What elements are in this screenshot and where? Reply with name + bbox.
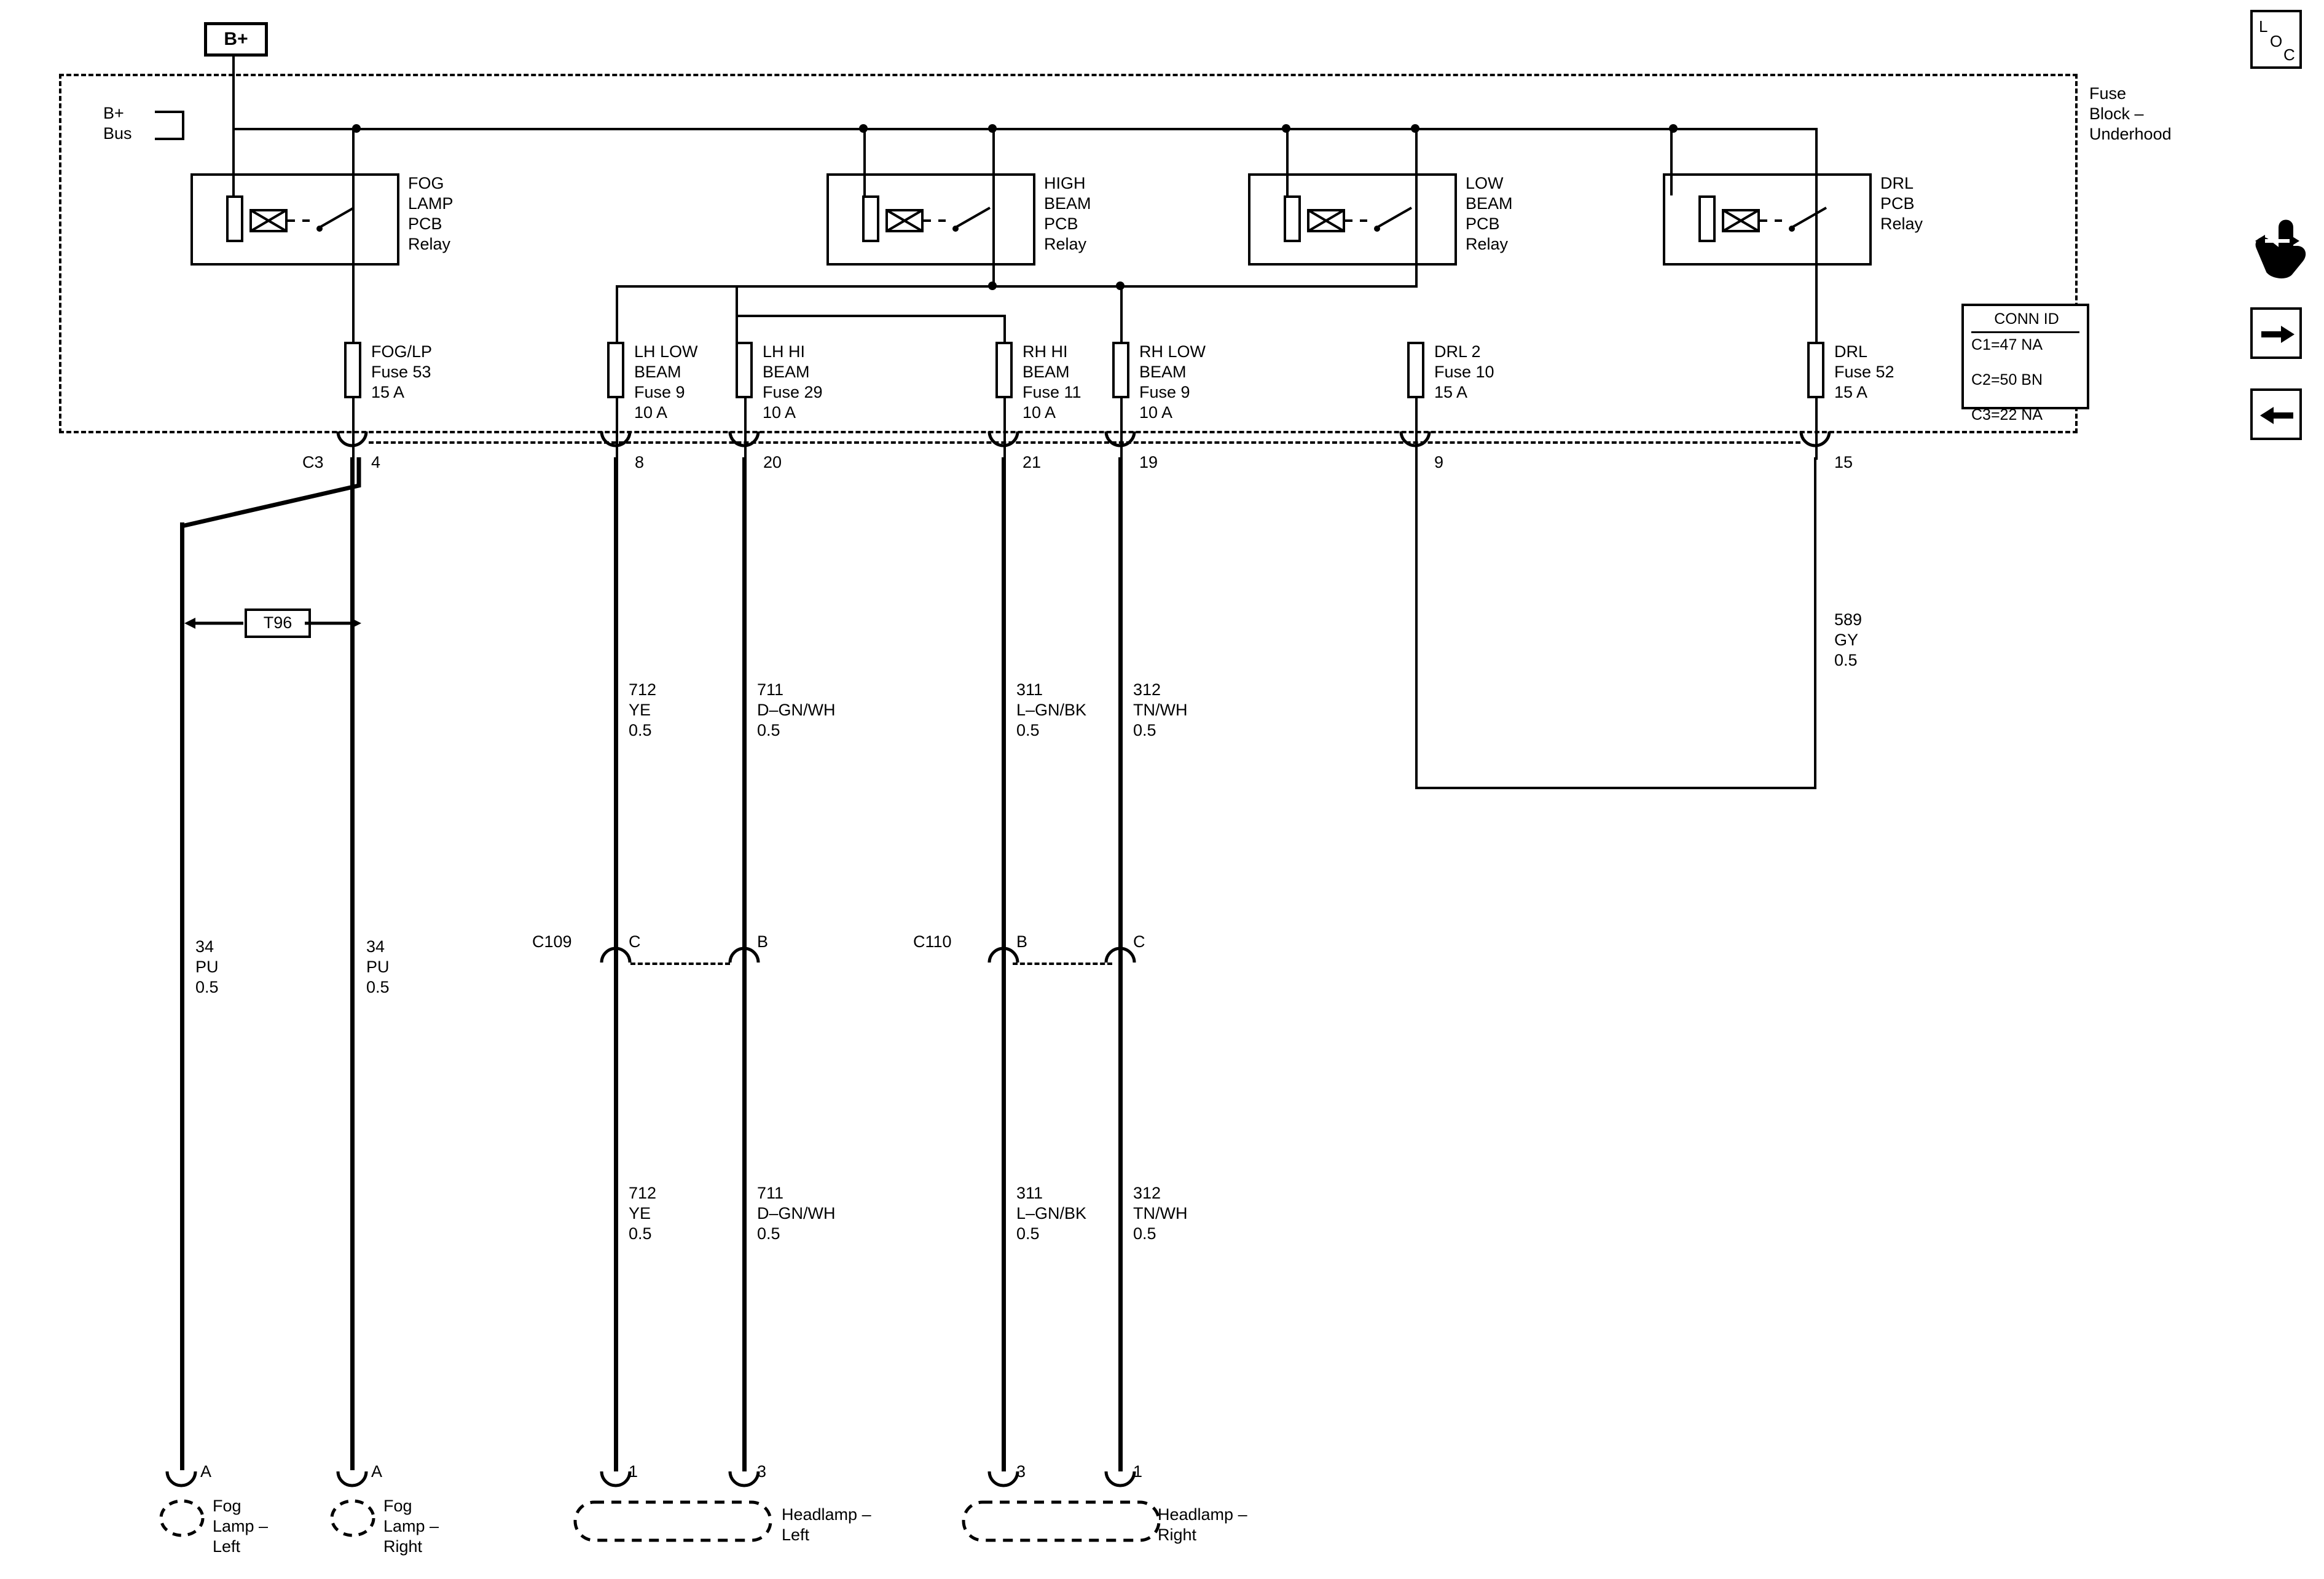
terminal-c3-19 [1105,430,1136,457]
relay-fog-out [352,128,355,349]
relay-low-out [1415,128,1418,288]
drl-tie-bottom [1415,787,1815,789]
terminal-c110-c-pin: C [1133,932,1145,951]
terminal-fog-right [337,1470,367,1497]
battery-positive-label: B+ [224,29,248,49]
wire-312-upper [1118,457,1123,970]
low-beam-rh-drop [1120,285,1123,349]
relay-low-coil-feed [1286,128,1289,195]
terminal-headlamp-right-3-pin: 3 [1016,1462,1026,1481]
wire-311-upper [1002,457,1006,970]
relay-low-coil [1284,195,1301,242]
conn-id-box [1961,304,2089,423]
low-beam-bus-dot [1116,282,1125,290]
fuse-fog-lp [344,342,361,398]
terminal-c3-8 [600,430,631,457]
splice-t96-label: T96 [263,613,292,632]
bplus-bus-line [232,128,1815,130]
wire-712-lower [614,964,618,1471]
fuse-lh-low-beam-label: LH LOW BEAM Fuse 9 10 A [634,342,698,422]
fog-lamp-right-label: Fog Lamp – Right [383,1497,439,1556]
relay-fog-coil [226,195,243,242]
fog-lamp-left-symbol [159,1498,205,1538]
fuse-drl [1807,342,1824,398]
relay-drl-coil [1698,195,1716,242]
previous-page-button[interactable] [2250,388,2302,440]
terminal-c109-b [729,937,760,964]
connector-c3-label: C3 [302,453,324,471]
fog-lamp-right-symbol [329,1498,376,1538]
fuse-rh-hi-beam-label: RH HI BEAM Fuse 11 10 A [1023,342,1082,422]
fuse-rh-low-beam-label: RH LOW BEAM Fuse 9 10 A [1139,342,1206,422]
bus-bracket-bottom [155,138,184,140]
connector-c110-label: C110 [913,932,952,951]
terminal-c3-9 [1400,430,1431,457]
terminal-headlamp-left-1 [600,1470,631,1497]
terminal-fog-right-pin: A [371,1462,383,1481]
connector-c3-dashed-line [369,441,1800,444]
terminal-headlamp-left-3 [729,1470,760,1497]
terminal-c3-15 [1800,430,1831,457]
terminal-pin-15: 15 [1834,453,1853,471]
hand-tool-icon[interactable] [2248,214,2309,282]
relay-high-coil [862,195,879,242]
relay-fog-label: FOG LAMP PCB Relay [408,174,453,253]
terminal-pin-4: 4 [371,453,381,471]
terminal-headlamp-left-3-pin: 3 [757,1462,767,1481]
wire-711-lower-label: 711 D–GN/WH 0.5 [757,1184,836,1243]
relay-high-symbol [887,203,1010,246]
fuse-drl-label: DRL Fuse 52 15 A [1834,342,1894,401]
fuse-drl-2-label: DRL 2 Fuse 10 15 A [1434,342,1494,401]
fuse-lh-low-beam [607,342,624,398]
bplus-bus-label: B+ Bus [103,104,132,143]
terminal-fog-left-pin: A [200,1462,212,1481]
low-beam-lh-drop [616,285,618,349]
drl-wire-down [1814,457,1816,789]
headlamp-right-symbol [960,1498,1163,1546]
svg-text:L: L [2259,17,2268,36]
fog-right-wire [350,457,355,1470]
arrow-right-icon [2253,310,2302,359]
fog-left-wire [180,522,184,1470]
terminal-headlamp-right-3 [988,1470,1019,1497]
conn-id-row: C2=50 BN [1971,371,2043,388]
fuse-lh-hi-beam-label: LH HI BEAM Fuse 29 10 A [763,342,823,422]
wire-711-label: 711 D–GN/WH 0.5 [757,680,836,739]
wire-312-lower [1118,964,1123,1471]
relay-drl-label: DRL PCB Relay [1880,174,1923,233]
terminal-pin-8: 8 [635,453,645,471]
connector-c109-dashed [630,963,730,965]
wire-711-lower [742,964,747,1471]
fog-splice-diagonal [178,455,363,529]
conn-id-row: C3=22 NA [1971,406,2043,423]
wire-712-upper [614,457,618,970]
connector-c110-dashed [1013,963,1112,965]
terminal-pin-20: 20 [763,453,782,471]
wire-311-lower-label: 311 L–GN/BK 0.5 [1016,1184,1087,1243]
headlamp-right-label: Headlamp – Right [1158,1505,1247,1544]
wire-312-lower-label: 312 TN/WH 0.5 [1133,1184,1188,1243]
terminal-c110-b [988,937,1019,964]
conn-id-title: CONN ID [1994,310,2059,328]
next-page-button[interactable] [2250,307,2302,359]
loc-button[interactable] [2250,10,2302,69]
low-beam-bus [616,285,1415,288]
terminal-c3-21 [988,430,1019,457]
connector-c109-label: C109 [532,932,572,951]
relay-drl-coil-feed [1670,128,1673,195]
conn-id-row: C1=47 NA [1971,336,2043,353]
wire-711-upper [742,457,747,970]
fuse-block-label: Fuse Block – Underhood [2089,84,2172,143]
terminal-pin-21: 21 [1023,453,1042,471]
high-beam-bus-2 [736,315,1006,317]
wire-712-label: 712 YE 0.5 [629,680,657,739]
headlamp-left-label: Headlamp – Left [782,1505,871,1544]
terminal-fog-left [166,1470,197,1497]
relay-low-label: LOW BEAM PCB Relay [1466,174,1513,253]
splice-t96-arrows [184,613,363,636]
relay-high-out [992,128,995,288]
wire-34-left-label: 34 PU 0.5 [195,937,219,996]
drl2-wire-down [1415,457,1418,789]
terminal-pin-19: 19 [1139,453,1158,471]
relay-low-symbol [1308,203,1431,246]
bus-bracket-vert [182,111,184,140]
relay-fog-coil-feed [232,128,235,195]
arrow-left-icon [2253,391,2302,440]
fuse-rh-low-beam [1112,342,1129,398]
terminal-c3-20 [729,430,760,457]
svg-text:C: C [2283,45,2295,64]
fuse-rh-hi-beam [995,342,1013,398]
terminal-headlamp-right-1-pin: 1 [1133,1462,1143,1481]
terminal-headlamp-right-1 [1105,1470,1136,1497]
terminal-pin-9: 9 [1434,453,1444,471]
fuse-drl-2 [1407,342,1424,398]
terminal-c109-b-pin: B [757,932,769,951]
battery-positive-box [204,22,268,57]
fuse-lh-hi-beam [736,342,753,398]
wire-311-lower [1002,964,1006,1471]
high-beam-bus-left [736,285,738,349]
headlamp-left-symbol [571,1498,774,1546]
relay-drl-symbol [1723,203,1846,246]
relay-high-coil-feed [863,128,866,195]
terminal-c109-c-pin: C [629,932,641,951]
terminal-c109-c [600,937,631,964]
terminal-c3-4 [337,430,367,457]
relay-drl-out [1815,128,1818,349]
relay-fog-symbol [251,203,374,246]
fuse-fog-lp-label: FOG/LP Fuse 53 15 A [371,342,433,401]
loc-icon [2253,12,2302,69]
terminal-c110-b-pin: B [1016,932,1028,951]
relay-high-label: HIGH BEAM PCB Relay [1044,174,1091,253]
bus-bracket-top [155,111,184,113]
terminal-headlamp-left-1-pin: 1 [629,1462,638,1481]
wire-312-label: 312 TN/WH 0.5 [1133,680,1188,739]
wire-589-label: 589 GY 0.5 [1834,610,1863,669]
svg-text:O: O [2270,32,2283,50]
wire-311-label: 311 L–GN/BK 0.5 [1016,680,1087,739]
terminal-c110-c [1105,937,1136,964]
fog-lamp-left-label: Fog Lamp – Left [213,1497,269,1556]
wire-712-lower-label: 712 YE 0.5 [629,1184,657,1243]
wire-34-right-label: 34 PU 0.5 [366,937,390,996]
